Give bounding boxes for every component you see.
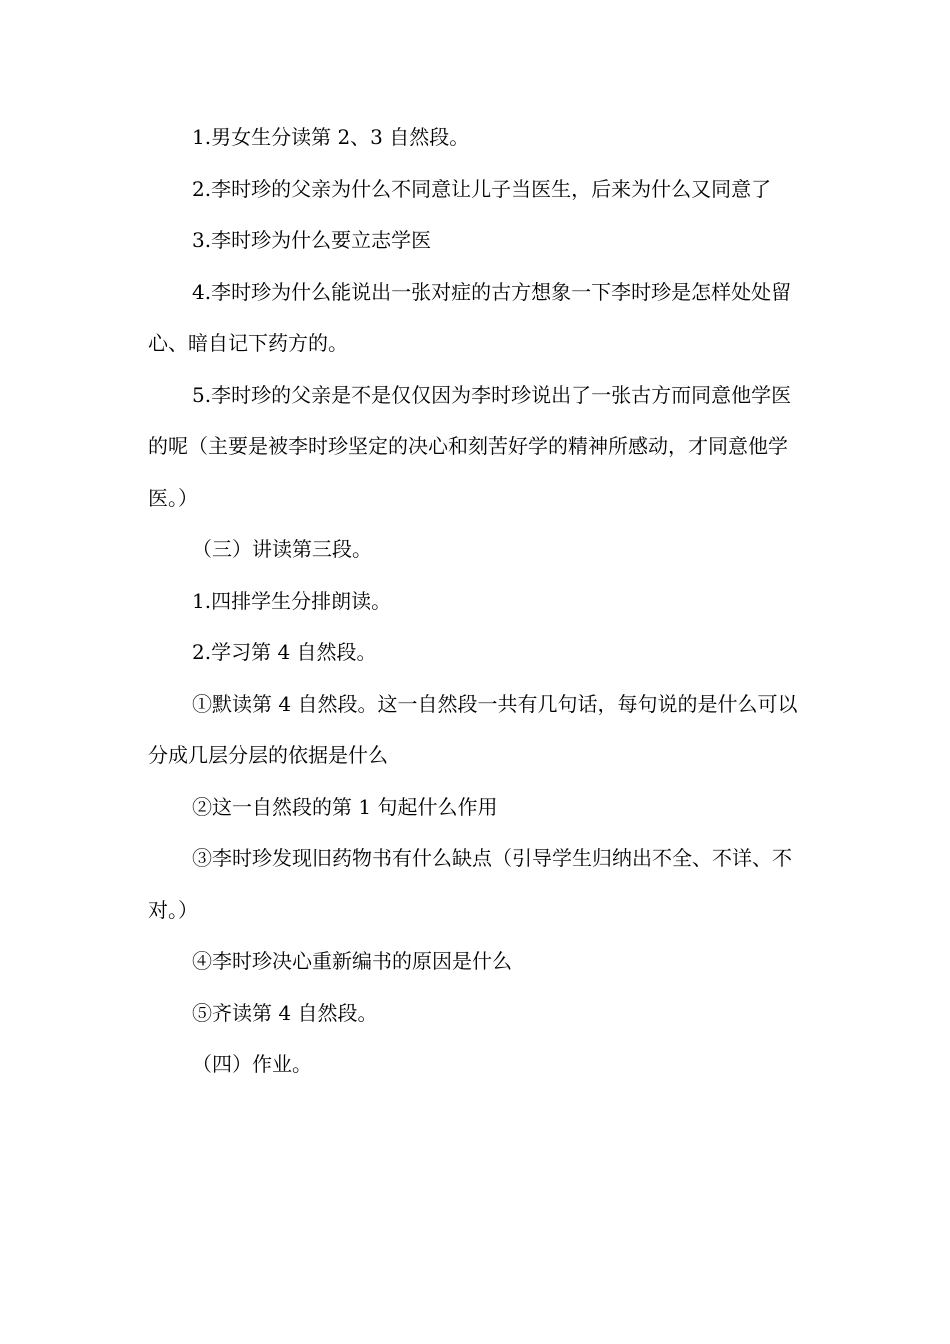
document-body: [148, 112, 808, 1091]
paragraph-6: 1.四排学生分排朗读。: [192, 588, 392, 613]
paragraph-12: ⑤齐读第 4 自然段。: [192, 1000, 378, 1025]
paragraph-4: 4.李时珍为什么能说出一张对症的古方想象一下李时珍是怎样处处留心、暗自记下药方的。: [148, 279, 792, 355]
paragraph-5: 5.李时珍的父亲是不是仅仅因为李时珍说出了一张古方而同意他学医的呢（主要是被李时珍坚定的决心和刻苦好学的精神所感动，才同意他学医。）: [148, 382, 792, 510]
section-heading-3: （三）讲读第三段。: [192, 537, 372, 561]
paragraph-8: ①默读第 4 自然段。这一自然段一共有几句话，每句说的是什么可以分成几层分层的依据是什么: [148, 691, 798, 767]
paragraph-3: 3.李时珍为什么要立志学医: [192, 228, 432, 252]
paragraph-2: 2.李时珍的父亲为什么不同意让儿子当医生，后来为什么又同意了: [192, 176, 772, 201]
paragraph-9: ②这一自然段的第 1 句起什么作用: [192, 794, 498, 819]
section-heading-4: （四）作业。: [192, 1052, 312, 1076]
paragraph-7: 2.学习第 4 自然段。: [192, 640, 377, 664]
paragraph-11: ④李时珍决心重新编书的原因是什么: [192, 949, 512, 973]
paragraph-1: 1.男女生分读第 2、3 自然段。: [192, 125, 470, 149]
paragraph-10: ③李时珍发现旧药物书有什么缺点（引导学生归纳出不全、不详、不对。）: [148, 846, 792, 922]
